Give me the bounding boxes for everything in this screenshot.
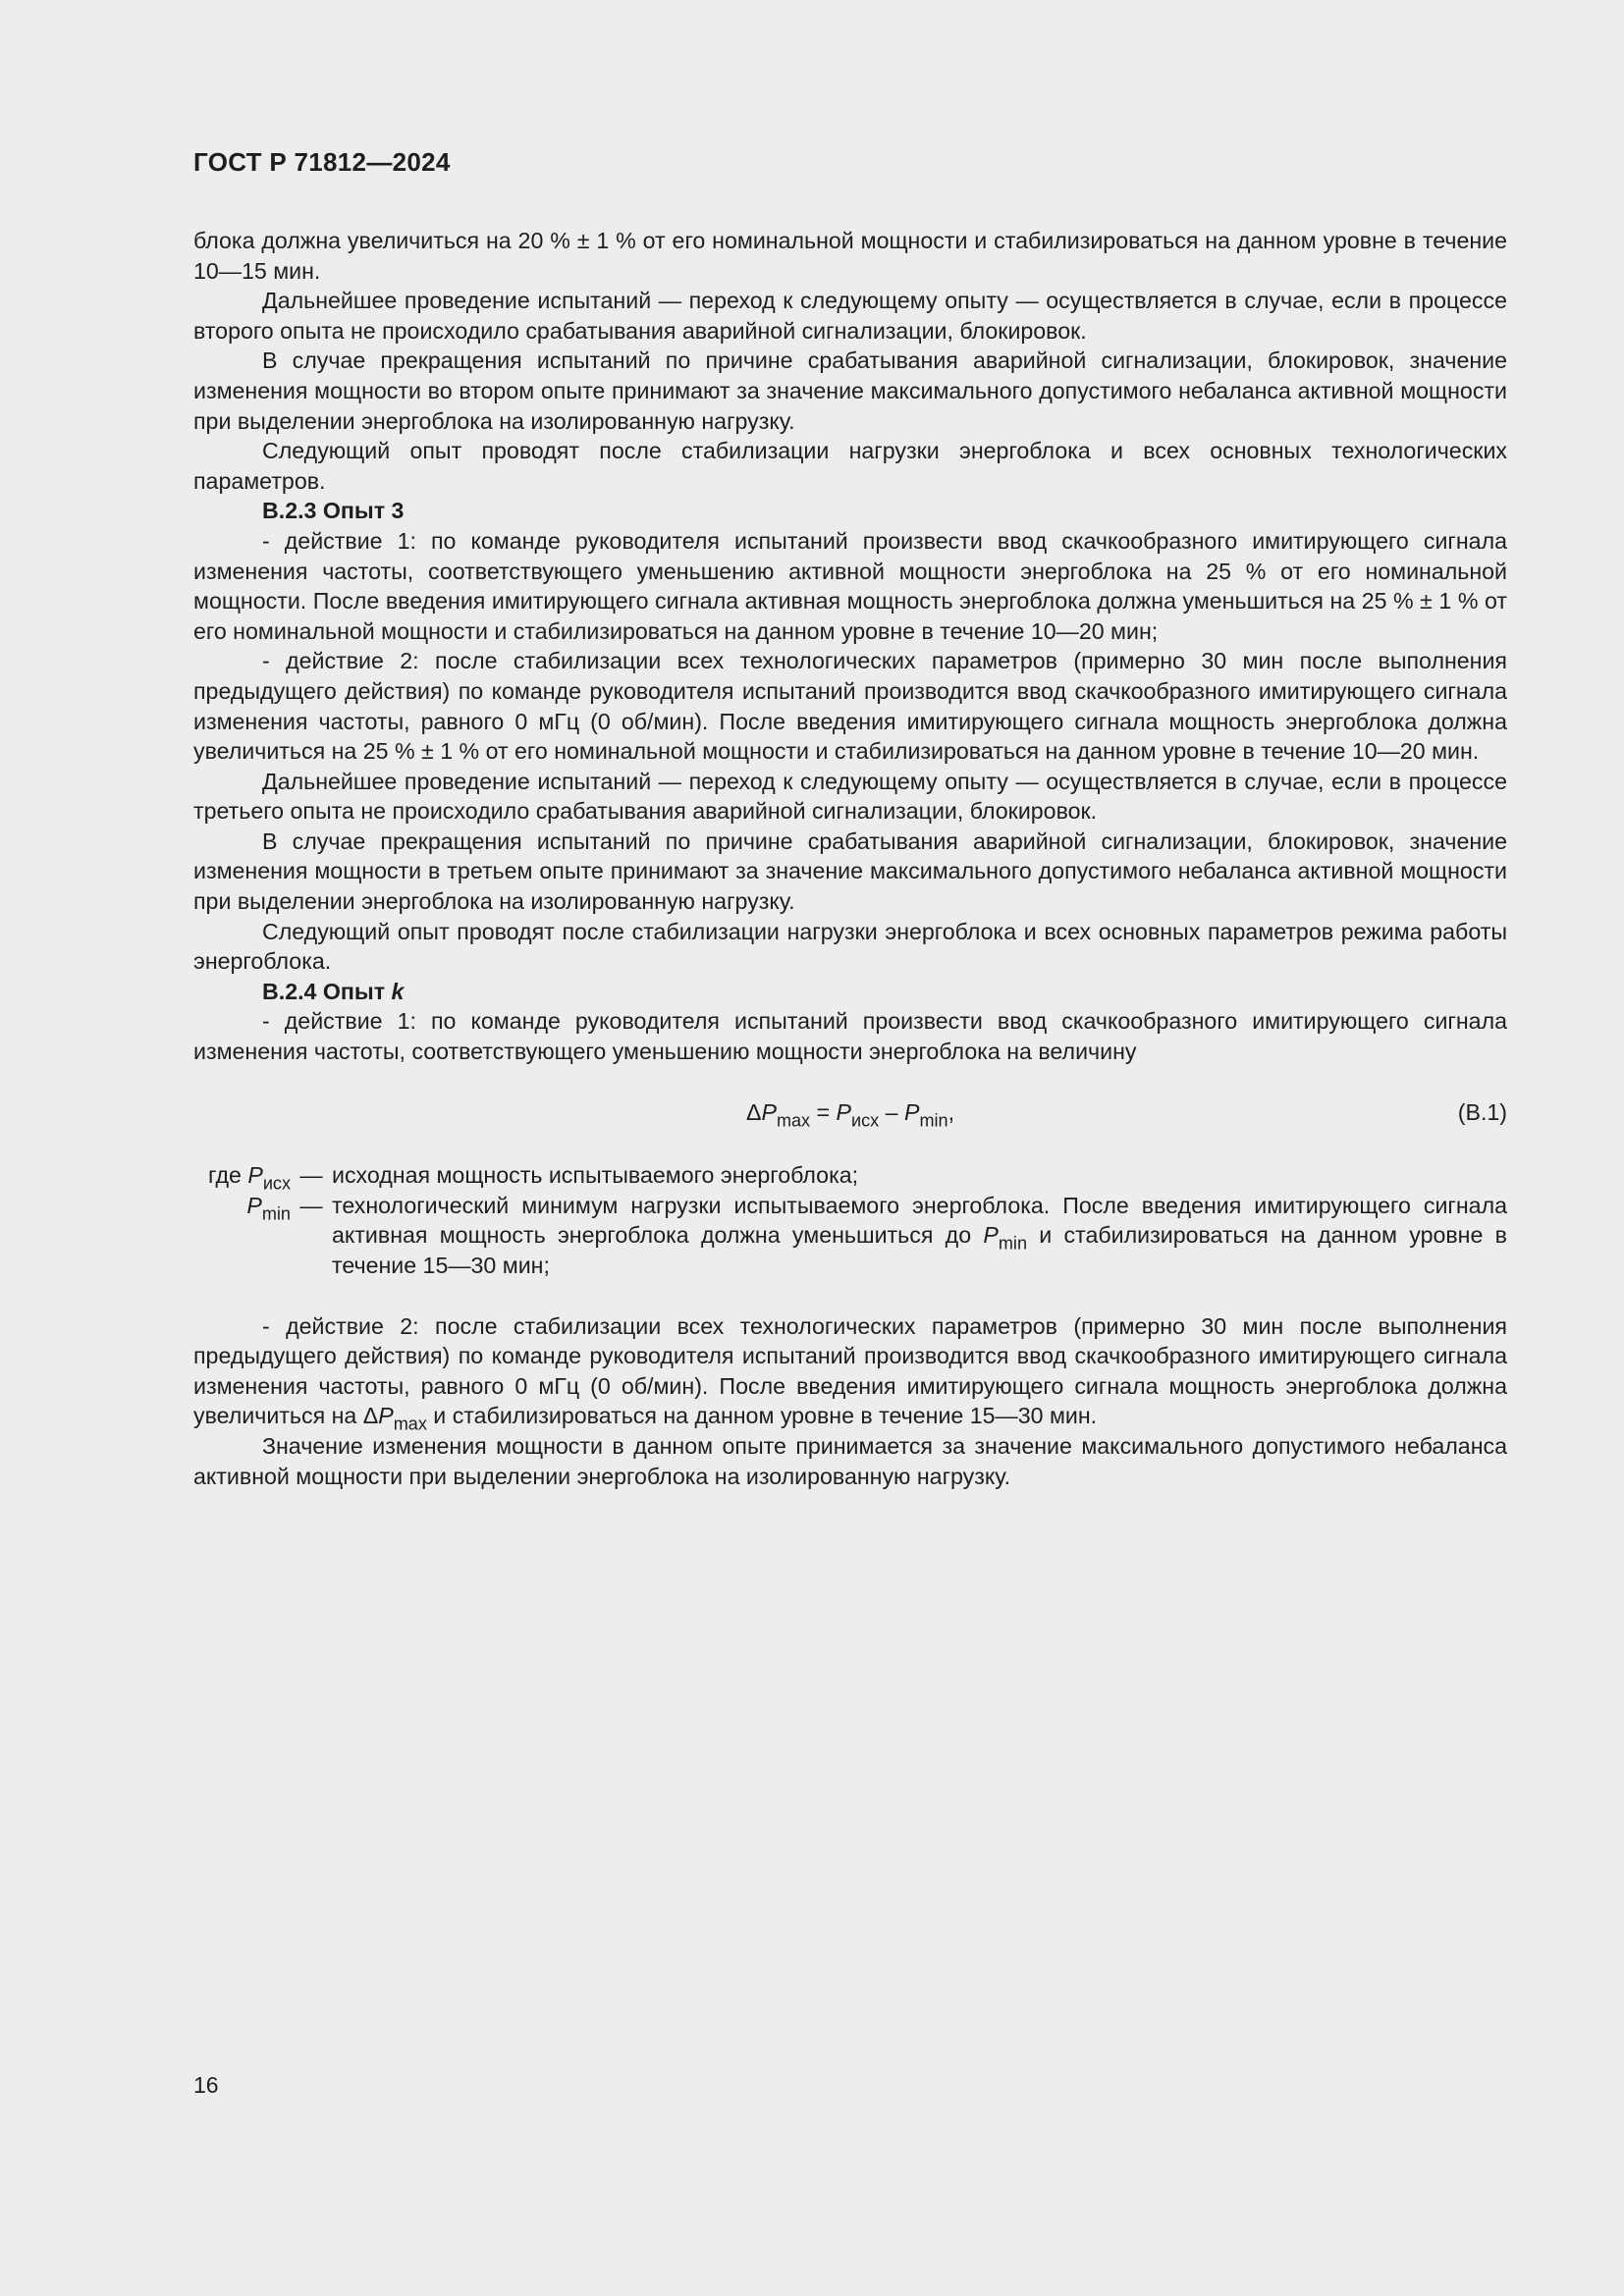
where-symbol: $P_{min}$ [246, 1192, 291, 1224]
paragraph: В случае прекращения испытаний по причине срабатывания аварийной сигнализации, блокировок, значение изменения мощности во втором опыте принимают за значение максимального допустимого небаланса активной мощности при выделении энергоблока на изолированную нагрузку. [193, 347, 1507, 434]
paragraph: Следующий опыт проводят после стабилизации нагрузки энергоблока и всех основных параметров режима работы энергоблока. [193, 918, 1507, 975]
formula: $\Delta P_{max} = P_{исх} - P_{min}$, [745, 1098, 955, 1130]
section-heading-b23: В.2.3 Опыт 3 [262, 498, 405, 524]
equation-b1 [193, 1097, 1507, 1128]
paragraph: Значение изменения мощности в данном опыте принимается за значение максимального допустимого небаланса активной мощности при выделении энергоблока на изолированную нагрузку. [193, 1432, 1507, 1489]
paragraph: В случае прекращения испытаний по причине срабатывания аварийной сигнализации, блокировок, значение изменения мощности в третьем опыте принимают за значение максимального допустимого небаланса активной мощности при выделении энергоблока на изолированную нагрузку. [193, 828, 1507, 915]
list-item-action-2: - действие 2: после стабилизации всех технологических параметров (примерно 30 мин после выполнения предыдущего действия) по команде руководителя испытаний производится ввод скачкообразного имитирующего сигнала изменения частоты, равного 0 мГц (0 об/мин). После введения имитирующего сигнала мощность энергоблока должна увеличиться на $\Delta P_{max}$ и стабилизироваться на данном уровне в течение 15—30 мин. [193, 1312, 1507, 1434]
paragraph: Дальнейшее проведение испытаний — переход к следующему опыту — осуществляется в случае, если в процессе второго опыта не происходило срабатывания аварийной сигнализации, блокировок. [193, 288, 1507, 344]
equation-number: (В.1) [1457, 1098, 1507, 1125]
where-symbol: где $P_{исх}$ [208, 1162, 291, 1194]
where-row-p-min: $P_{min}$ — технологический минимум нагрузки испытываемого энергоблока. После введения имитирующего сигнала активная мощность энергоблока должна уменьшиться до $P_{min}$ и стабилизироваться на данном уровне в течение 15—30 мин; [193, 1191, 1507, 1281]
document-body [193, 226, 1507, 1491]
paragraph: блока должна увеличиться на 20 % ± 1 % от его номинальной мощности и стабилизироваться на данном уровне в течение 10—15 мин. [193, 228, 1507, 284]
list-item-action-2: - действие 2: после стабилизации всех технологических параметров (примерно 30 мин после выполнения предыдущего действия) по команде руководителя испытаний производится ввод скачкообразного имитирующего сигнала изменения частоты, равного 0 мГц (0 об/мин). После введения имитирующего сигнала мощность энергоблока должна увеличиться на 25 % ± 1 % от его номинальной мощности и стабилизироваться на данном уровне в течение 10—20 мин. [193, 648, 1507, 765]
list-item-action-1: - действие 1: по команде руководителя испытаний произвести ввод скачкообразного имитирующего сигнала изменения частоты, соответствующего уменьшению мощности энергоблока на величину [193, 1008, 1507, 1065]
paragraph: Следующий опыт проводят после стабилизации нагрузки энергоблока и всех основных технологических параметров. [193, 438, 1507, 494]
where-row-p-isx: где $P_{исх}$ — исходная мощность испытываемого энергоблока; [193, 1160, 1507, 1191]
paragraph: Дальнейшее проведение испытаний — переход к следующему опыту — осуществляется в случае, если в процессе третьего опыта не происходило срабатывания аварийной сигнализации, блокировок. [193, 768, 1507, 825]
where-definition: исходная мощность испытываемого энергоблока; [332, 1162, 859, 1189]
where-definition: технологический минимум нагрузки испытываемого энергоблока. После введения имитирующего сигнала активная мощность энергоблока должна уменьшиться до $P_{min}$ и стабилизироваться на данном уровне в течение 15—30 мин; [332, 1192, 1507, 1278]
list-item-action-1: - действие 1: по команде руководителя испытаний произвести ввод скачкообразного имитирующего сигнала изменения частоты, соответствующего уменьшению активной мощности энергоблока на 25 % от его номинальной мощности. После введения имитирующего сигнала активная мощность энергоблока должна уменьшиться на 25 % ± 1 % от его номинальной мощности и стабилизироваться на данном уровне в течение 10—20 мин; [193, 527, 1507, 644]
section-heading-b24: В.2.4 Опыт k [262, 978, 405, 1004]
document-header: ГОСТ Р 71812—2024 [193, 147, 451, 177]
page-number: 16 [193, 2072, 219, 2098]
